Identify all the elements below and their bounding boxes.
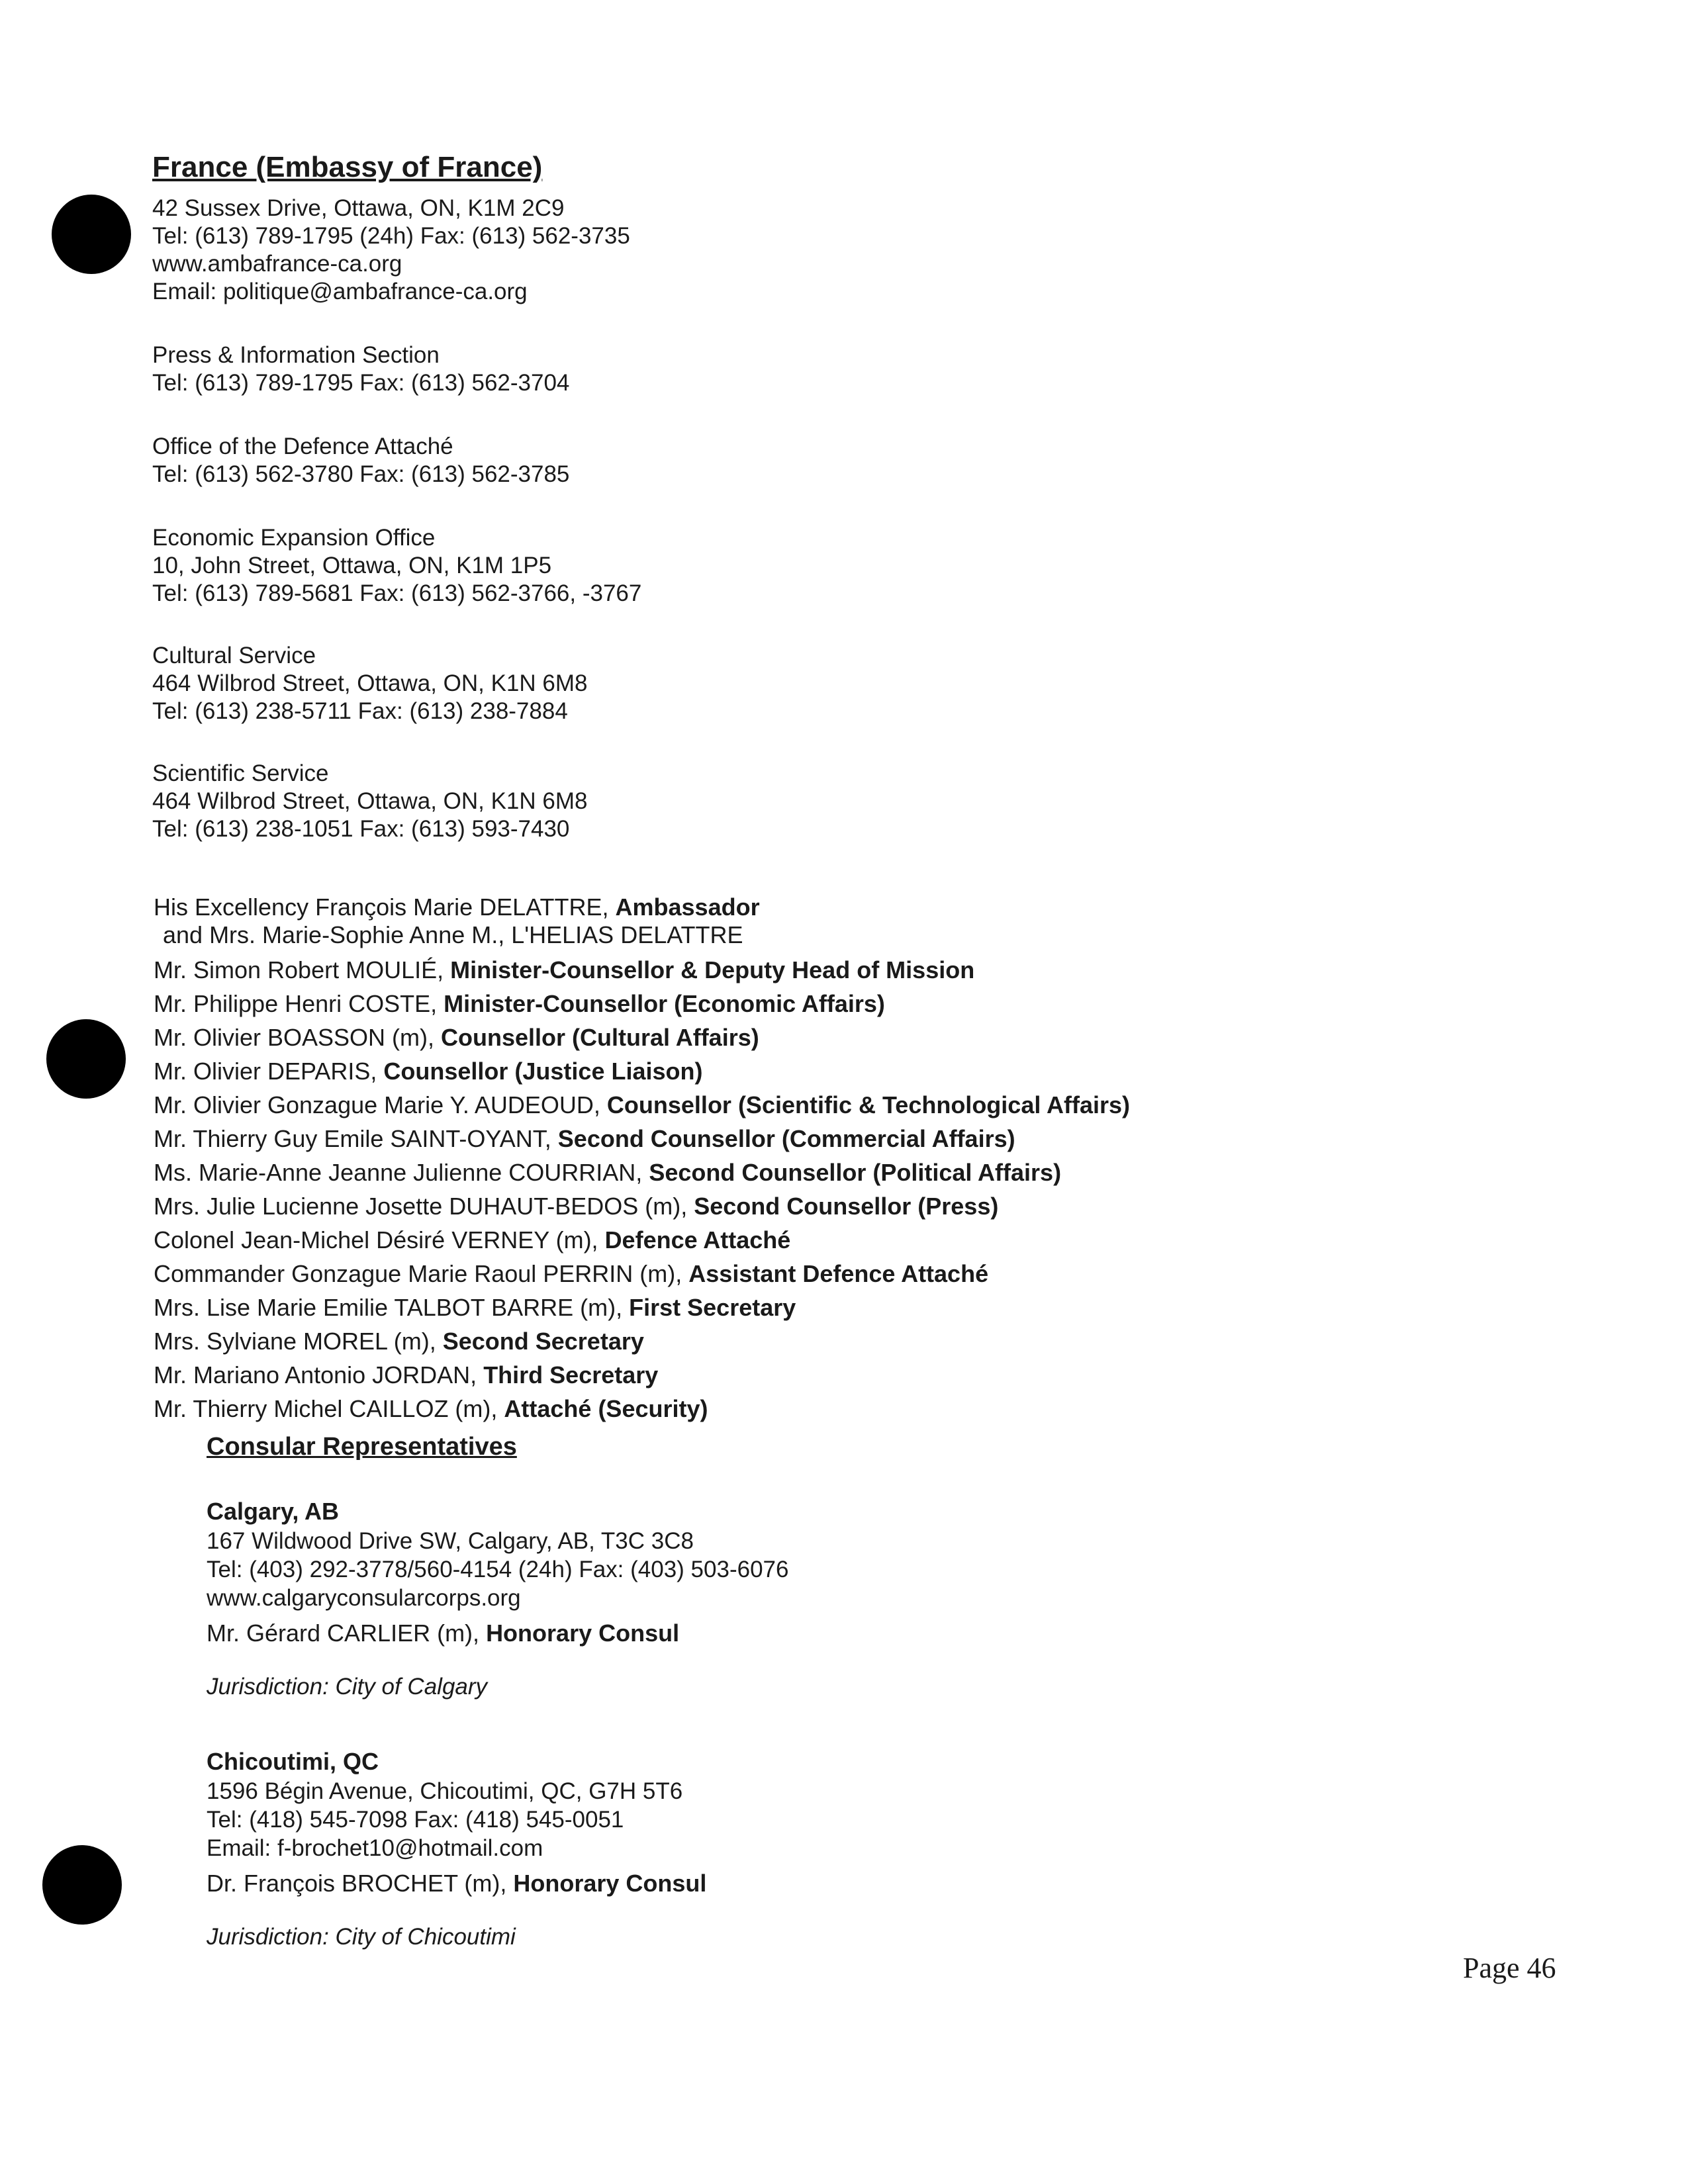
punch-hole-bottom xyxy=(42,1845,122,1925)
staff-title: Attaché (Security) xyxy=(504,1395,708,1422)
staff-row xyxy=(154,1088,1130,1122)
embassy-title: France (Embassy of France) xyxy=(152,151,543,183)
consulate-city: Calgary, AB xyxy=(207,1498,340,1525)
staff-name: Mrs. Lise Marie Emilie TALBOT BARRE (m), xyxy=(154,1294,630,1321)
consulate-line: 1596 Bégin Avenue, Chicoutimi, QC, G7H 5T6 xyxy=(207,1778,683,1804)
staff-row xyxy=(154,1358,1130,1392)
section-cultural xyxy=(152,642,587,725)
section-name: Press & Information Section xyxy=(152,342,440,368)
staff-row xyxy=(154,1189,1130,1223)
staff-name: Commander Gonzague Marie Raoul PERRIN (m), xyxy=(154,1260,689,1287)
section-line: Tel: (613) 789-1795 Fax: (613) 562-3704 xyxy=(152,370,570,396)
section-line: 10, John Street, Ottawa, ON, K1M 1P5 xyxy=(152,553,552,578)
staff-list xyxy=(154,893,1130,1426)
staff-name: Ms. Marie-Anne Jeanne Julienne COURRIAN, xyxy=(154,1159,649,1186)
consulate-line: Tel: (418) 545-7098 Fax: (418) 545-0051 xyxy=(207,1807,624,1833)
section-name: Scientific Service xyxy=(152,760,329,786)
staff-title: First Secretary xyxy=(629,1294,796,1321)
staff-row xyxy=(154,1291,1130,1324)
section-line: Tel: (613) 238-1051 Fax: (613) 593-7430 xyxy=(152,816,570,842)
section-name: Economic Expansion Office xyxy=(152,525,436,551)
section-press xyxy=(152,341,569,397)
section-economic xyxy=(152,524,641,608)
staff-title: Third Secretary xyxy=(483,1361,659,1388)
consulate-person xyxy=(207,1869,706,1897)
staff-title: Second Counsellor (Press) xyxy=(694,1193,999,1220)
consular-heading: Consular Representatives xyxy=(207,1433,517,1461)
staff-name: Mrs. Sylviane MOREL (m), xyxy=(154,1328,443,1355)
section-scientific xyxy=(152,760,587,843)
staff-title: Ambassador xyxy=(615,893,760,921)
staff-name: His Excellency François Marie DELATTRE, xyxy=(154,893,616,921)
staff-name: Mr. Thierry Guy Emile SAINT-OYANT, xyxy=(154,1125,558,1152)
staff-name: Mr. Mariano Antonio JORDAN, xyxy=(154,1361,484,1388)
section-line: Tel: (613) 238-5711 Fax: (613) 238-7884 xyxy=(152,698,568,724)
page-number: Page 46 xyxy=(1463,1952,1556,1984)
staff-title: Counsellor (Justice Liaison) xyxy=(383,1058,703,1085)
punch-hole-middle xyxy=(46,1019,126,1099)
consulate-website[interactable]: www.calgaryconsularcorps.org xyxy=(207,1585,521,1611)
staff-name: Mr. Olivier BOASSON (m), xyxy=(154,1024,442,1051)
person-title: Honorary Consul xyxy=(486,1619,680,1647)
staff-name: Mr. Olivier Gonzague Marie Y. AUDEOUD, xyxy=(154,1091,607,1118)
embassy-website[interactable]: www.ambafrance-ca.org xyxy=(152,251,402,277)
consulate-line: 167 Wildwood Drive SW, Calgary, AB, T3C 3C8 xyxy=(207,1528,694,1554)
section-name: Office of the Defence Attaché xyxy=(152,433,453,459)
staff-row xyxy=(154,1392,1130,1426)
staff-row xyxy=(154,1223,1130,1257)
staff-row xyxy=(154,953,1130,987)
staff-row xyxy=(154,1122,1130,1156)
consulate-chicoutimi xyxy=(207,1747,706,1951)
consulate-calgary xyxy=(207,1497,788,1701)
staff-title: Minister-Counsellor & Deputy Head of Mission xyxy=(450,956,975,983)
section-line: Tel: (613) 562-3780 Fax: (613) 562-3785 xyxy=(152,461,570,487)
consulate-email[interactable]: Email: f-brochet10@hotmail.com xyxy=(207,1835,543,1861)
staff-title: Second Counsellor (Commercial Affairs) xyxy=(557,1125,1015,1152)
embassy-address: 42 Sussex Drive, Ottawa, ON, K1M 2C9 xyxy=(152,195,565,221)
consulate-line: Tel: (403) 292-3778/560-4154 (24h) Fax: (403) 503-6076 xyxy=(207,1557,789,1582)
staff-row xyxy=(154,1156,1130,1189)
staff-name: Mr. Simon Robert MOULIÉ, xyxy=(154,956,451,983)
staff-title: Counsellor (Cultural Affairs) xyxy=(441,1024,759,1051)
staff-row xyxy=(154,1054,1130,1088)
embassy-contact xyxy=(152,195,630,306)
staff-name: Mr. Olivier DEPARIS, xyxy=(154,1058,384,1085)
consulate-person xyxy=(207,1619,788,1647)
person-title: Honorary Consul xyxy=(513,1870,707,1897)
staff-name: Mrs. Julie Lucienne Josette DUHAUT-BEDOS (m), xyxy=(154,1193,694,1220)
staff-title: Assistant Defence Attaché xyxy=(688,1260,989,1287)
staff-title: Defence Attaché xyxy=(604,1226,791,1253)
staff-title: Second Counsellor (Political Affairs) xyxy=(649,1159,1062,1186)
embassy-email[interactable]: Email: politique@ambafrance-ca.org xyxy=(152,279,528,304)
staff-row xyxy=(154,1021,1130,1054)
person-name: Mr. Gérard CARLIER (m), xyxy=(207,1619,487,1647)
section-line: 464 Wilbrod Street, Ottawa, ON, K1N 6M8 xyxy=(152,670,588,696)
section-name: Cultural Service xyxy=(152,643,316,668)
staff-name: Mr. Philippe Henri COSTE, xyxy=(154,990,444,1017)
staff-title: Second Secretary xyxy=(442,1328,644,1355)
staff-name: Mr. Thierry Michel CAILLOZ (m), xyxy=(154,1395,504,1422)
staff-row xyxy=(154,1324,1130,1358)
punch-hole-top xyxy=(52,195,131,274)
consulate-jurisdiction: Jurisdiction: City of Chicoutimi xyxy=(207,1924,516,1950)
staff-title: Minister-Counsellor (Economic Affairs) xyxy=(444,990,885,1017)
section-line: 464 Wilbrod Street, Ottawa, ON, K1N 6M8 xyxy=(152,788,588,814)
embassy-tel-fax: Tel: (613) 789-1795 (24h) Fax: (613) 562-3735 xyxy=(152,223,630,249)
staff-row xyxy=(154,1257,1130,1291)
ambassador-spouse: and Mrs. Marie-Sophie Anne M., L'HELIAS DELATTRE xyxy=(163,921,743,948)
consulate-jurisdiction: Jurisdiction: City of Calgary xyxy=(207,1674,488,1700)
staff-name: Colonel Jean-Michel Désiré VERNEY (m), xyxy=(154,1226,605,1253)
consulate-city: Chicoutimi, QC xyxy=(207,1748,379,1775)
ambassador-row xyxy=(154,893,1130,921)
section-line: Tel: (613) 789-5681 Fax: (613) 562-3766, -3767 xyxy=(152,580,642,606)
staff-title: Counsellor (Scientific & Technological Affairs) xyxy=(606,1091,1131,1118)
person-name: Dr. François BROCHET (m), xyxy=(207,1870,514,1897)
section-defence-attache xyxy=(152,433,569,488)
staff-row xyxy=(154,987,1130,1021)
